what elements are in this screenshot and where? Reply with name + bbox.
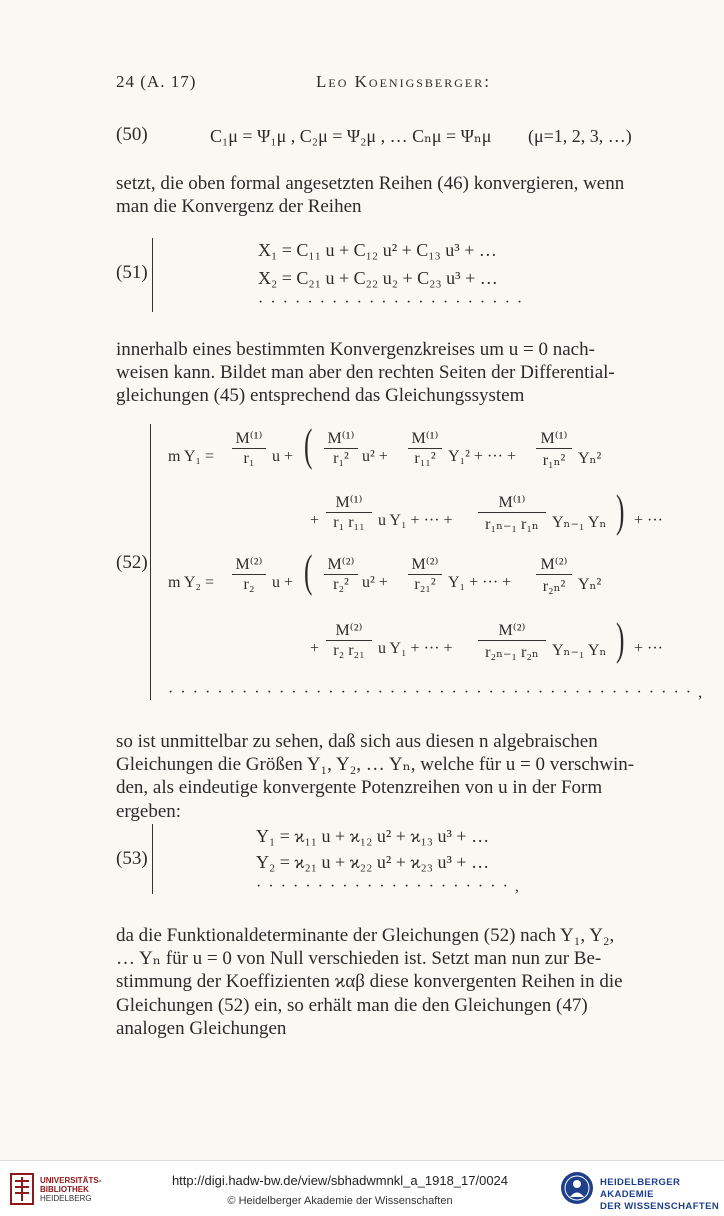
equation-number-53: (53): [116, 848, 148, 869]
text-line: gleichungen (45) entsprechend das Gleichungssystem: [116, 385, 525, 407]
open-paren: (: [304, 419, 313, 470]
text-line: weisen kann. Bildet man aber den rechten Seiten der Differential-: [116, 362, 615, 384]
fraction: $\frac{\text{M⁽¹⁾}}{\text{r₁}}$: [232, 428, 266, 468]
fraction: $\frac{\text{M⁽²⁾}}{\text{r₂}}$: [232, 554, 266, 594]
fraction: $\frac{\text{M⁽¹⁾}}{\text{r₁₁²}}$: [408, 428, 442, 468]
term: u² +: [362, 574, 388, 591]
equation-52-lhs: m Y₂ =: [168, 574, 215, 591]
term: +: [310, 640, 320, 657]
text-line: da die Funktionaldeterminante der Gleichungen (52) nach Y₁, Y₂,: [116, 925, 615, 946]
text-line: setzt, die oben formal angesetzten Reihen (46) konvergieren, wenn: [116, 173, 625, 194]
brace: [152, 824, 153, 894]
text-line: innerhalb eines bestimmten Konvergenzkreises um u = 0 nach-: [116, 339, 595, 360]
term: Yₙ²: [578, 576, 602, 593]
term: Yₙ₋₁ Yₙ: [552, 642, 607, 659]
term: Yₙ²: [578, 450, 602, 467]
copyright-notice: © Heidelberger Akademie der Wissenschaften: [227, 1195, 453, 1207]
term: Y₁² + ··· +: [448, 448, 516, 465]
fraction: $\frac{\text{M⁽²⁾}}{\text{r₂ₙ₋₁ r₂ₙ}}$: [478, 620, 546, 662]
term: + ···: [634, 640, 664, 657]
equation-52-lhs: m Y₁ =: [168, 448, 215, 465]
page-number: 24 (A. 17): [116, 72, 197, 91]
equation-51-line-1: X₁ = C₁₁ u + C₁₂ u² + C₁₃ u³ + …: [258, 240, 497, 260]
equation-51-line-2: X₂ = C₂₁ u + C₂₂ u₂ + C₂₃ u³ + …: [258, 268, 498, 288]
paragraph-3: [116, 730, 676, 823]
close-paren: ): [616, 613, 625, 664]
fraction: $\frac{\text{M⁽¹⁾}}{\text{r₁ₙ²}}$: [536, 428, 572, 470]
fraction: $\frac{\text{M⁽¹⁾}}{\text{r₁ₙ₋₁ r₁ₙ}}$: [478, 492, 546, 534]
fraction: $\frac{\text{M⁽²⁾}}{\text{r₂²}}$: [324, 554, 358, 594]
university-library-name: UNIVERSITÄTS- BIBLIOTHEK HEIDELBERG: [40, 1176, 102, 1203]
paragraph-1: [116, 172, 676, 218]
equation-53-line-2: Y₂ = ϰ₂₁ u + ϰ₂₂ u² + ϰ₂₃ u³ + …: [256, 852, 490, 872]
text-line: Gleichungen die Größen Y₁, Y₂, … Yₙ, welche für u = 0 verschwin-: [116, 754, 635, 776]
continuation-dots: ···········································,: [168, 684, 710, 701]
text-line: man die Konvergenz der Reihen: [116, 196, 362, 218]
equation-number-50: (50): [116, 124, 148, 145]
text-line: so ist unmittelbar zu sehen, daß sich aus diesen n algebraischen: [116, 731, 598, 752]
close-paren: ): [616, 485, 625, 536]
continuation-dots: ······················: [258, 294, 530, 311]
text-line: stimmung der Koeffizienten ϰαβ diese konvergenten Reihen in die: [116, 971, 623, 993]
permalink-url[interactable]: http://digi.hadw-bw.de/view/sbhadwmnkl_a_1918_17/0024: [171, 1173, 509, 1188]
term: u Y₁ + ··· +: [378, 640, 453, 657]
university-library-logo-icon[interactable]: [10, 1173, 34, 1205]
continuation-dots: ·····················,: [256, 878, 526, 895]
term: u +: [272, 448, 294, 465]
academy-seal-icon[interactable]: [560, 1171, 594, 1205]
term: + ···: [634, 512, 664, 529]
running-head-author: Leo Koenigsberger:: [316, 72, 491, 91]
academy-name: HEIDELBERGER AKADEMIE DER WISSENSCHAFTEN: [600, 1177, 720, 1212]
paragraph-2: [116, 338, 676, 408]
term: u +: [272, 574, 294, 591]
text-line: ergeben:: [116, 800, 182, 822]
equation-number-52: (52): [116, 552, 148, 573]
fraction: $\frac{\text{M⁽²⁾}}{\text{r₂₁²}}$: [408, 554, 442, 594]
open-paren: (: [304, 545, 313, 596]
fraction: $\frac{\text{M⁽²⁾}}{\text{r₂ₙ²}}$: [536, 554, 572, 596]
term: Yₙ₋₁ Yₙ: [552, 514, 607, 531]
term: u² +: [362, 448, 388, 465]
fraction: $\frac{\text{M⁽²⁾}}{\text{r₂ r₂₁}}$: [326, 620, 372, 660]
fraction: $\frac{\text{M⁽¹⁾}}{\text{r₁²}}$: [324, 428, 358, 468]
paragraph-4: [116, 924, 676, 1040]
term: +: [310, 512, 320, 529]
equation-50: C₁μ = Ψ₁μ , C₂μ = Ψ₂μ , … Cₙμ = Ψₙμ: [210, 126, 492, 146]
brace: [152, 238, 153, 312]
term: Y₁ + ··· +: [448, 574, 512, 591]
text-line: … Yₙ für u = 0 von Null verschieden ist. Setzt man nun zur Be-: [116, 948, 602, 970]
term: u Y₁ + ··· +: [378, 512, 453, 529]
equation-number-51: (51): [116, 262, 148, 283]
text-line: den, als eindeutige konvergente Potenzreihen von u in der Form: [116, 777, 603, 799]
running-head: [116, 72, 676, 96]
equation-50-condition: (μ=1, 2, 3, …): [528, 126, 632, 146]
text-line: Gleichungen (52) ein, so erhält man die den Gleichungen (47): [116, 994, 588, 1016]
text-line: analogen Gleichungen: [116, 1017, 287, 1039]
footer-bar: [0, 1160, 724, 1216]
equation-53-line-1: Y₁ = ϰ₁₁ u + ϰ₁₂ u² + ϰ₁₃ u³ + …: [256, 826, 490, 846]
fraction: $\frac{\text{M⁽¹⁾}}{\text{r₁ r₁₁}}$: [326, 492, 372, 532]
brace: [150, 424, 151, 700]
